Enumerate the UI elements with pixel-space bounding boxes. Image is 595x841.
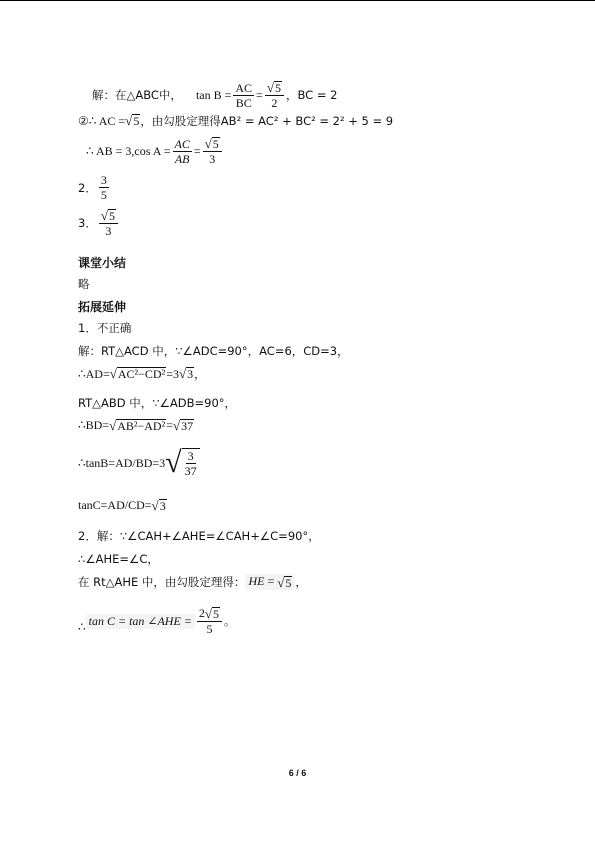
fraction-sqrt5-over-3: √ 5 3: [203, 136, 222, 166]
sqrt-3: √ 3: [178, 366, 194, 381]
sqrt-5: √ 5: [125, 113, 140, 128]
extension-heading: 拓展延伸: [78, 300, 127, 314]
fraction-ac-ab: $\frac{AC}{AB}$: [174, 136, 190, 166]
extension-q1-line-1: 解：RT△ACD 中，∵∠ADC=90°，AC=6，CD=3，: [78, 344, 349, 358]
top-border-line: [0, 0, 595, 1]
extension-q2-line-2: ∴∠AHE=∠C，: [78, 552, 159, 566]
extension-q1-line-4: ∴BD= √ AB²−AD² = √ 37: [78, 417, 194, 433]
formula-tanc: tan C = tan ∠AHE =: [86, 614, 195, 629]
extension-q2-line-3: 在 Rt△AHE 中，由勾股定理得： HE = √ 5 ，: [78, 574, 307, 590]
answer-3-prefix: ∴ AB = 3,cos A =: [86, 143, 171, 158]
formula-he-sqrt5: HE = √ 5: [245, 574, 295, 589]
extension-q1-line-5: ∴tanB=AD/BD=3 √ $\frac{3}{37}$: [78, 448, 200, 478]
sqrt-37: √ 37: [172, 417, 194, 433]
fraction-sqrt5-over-3b: √ 5 3: [99, 208, 118, 238]
extension-q2-line-4: ∴ tan C = tan ∠AHE = 2 √ 5 5 。: [78, 606, 236, 637]
extension-q1-line-2: ∴AD= √ AC²−CD² =3 √ 3 ，: [78, 366, 206, 381]
q3-label: 3．: [78, 216, 97, 231]
answer-1-tan: tan B =: [195, 87, 232, 102]
answer-2-text: ，由勾股定理得AB² = AC² + BC² = 2² + 5 = 9: [140, 114, 394, 128]
answer-line-1: 解：在△ABC中， tan B = $\frac{AC}{BC}$ = √ 5 2 ，BC = 2: [92, 80, 338, 111]
answer-q3: [78, 208, 120, 238]
sqrt-3b: √ 3: [151, 497, 166, 513]
answer-line-3: ∴ AB = 3,cos A = $\frac{AC}{AB}$ = √ 5 3: [86, 136, 224, 166]
sqrt-ab2-ad2: √ AB²−AD²: [109, 417, 166, 433]
sqrt-ac2-cd2: √ AC²−CD²: [109, 366, 166, 381]
answer-2-prefix: ②∴ AC =: [78, 113, 126, 128]
extension-q2-line-1: 2．解：∵∠CAH+∠AHE=∠CAH+∠C=90°，: [78, 529, 320, 543]
fraction-sqrt5-over-2: √ 5 2: [265, 80, 284, 110]
extension-q1-line-6: tanC=AD/CD= √ 3: [78, 497, 166, 513]
sqrt-3-over-37: √ $\frac{3}{37}$: [165, 448, 199, 478]
extension-q1-line-3: RT△ABD 中，∵∠ADB=90°，: [78, 396, 237, 410]
summary-text: 略: [78, 277, 90, 291]
answer-q2: [78, 173, 111, 202]
answer-1-prefix: 解：在△ABC中，: [92, 88, 182, 103]
extension-q1-label: 1．不正确: [78, 321, 132, 335]
answer-line-2: [78, 113, 393, 129]
fraction-ac-bc: $\frac{AC}{BC}$: [235, 80, 253, 110]
page-number: 6 / 6: [288, 768, 307, 778]
answer-1-suffix: ，BC = 2: [285, 88, 338, 103]
fraction-3-over-5: $\frac{3}{5}$: [100, 173, 107, 202]
q2-label: 2．: [78, 180, 97, 195]
summary-heading: 课堂小结: [78, 256, 127, 270]
fraction-2sqrt5-over-5: 2 √ 5 5: [197, 606, 222, 636]
